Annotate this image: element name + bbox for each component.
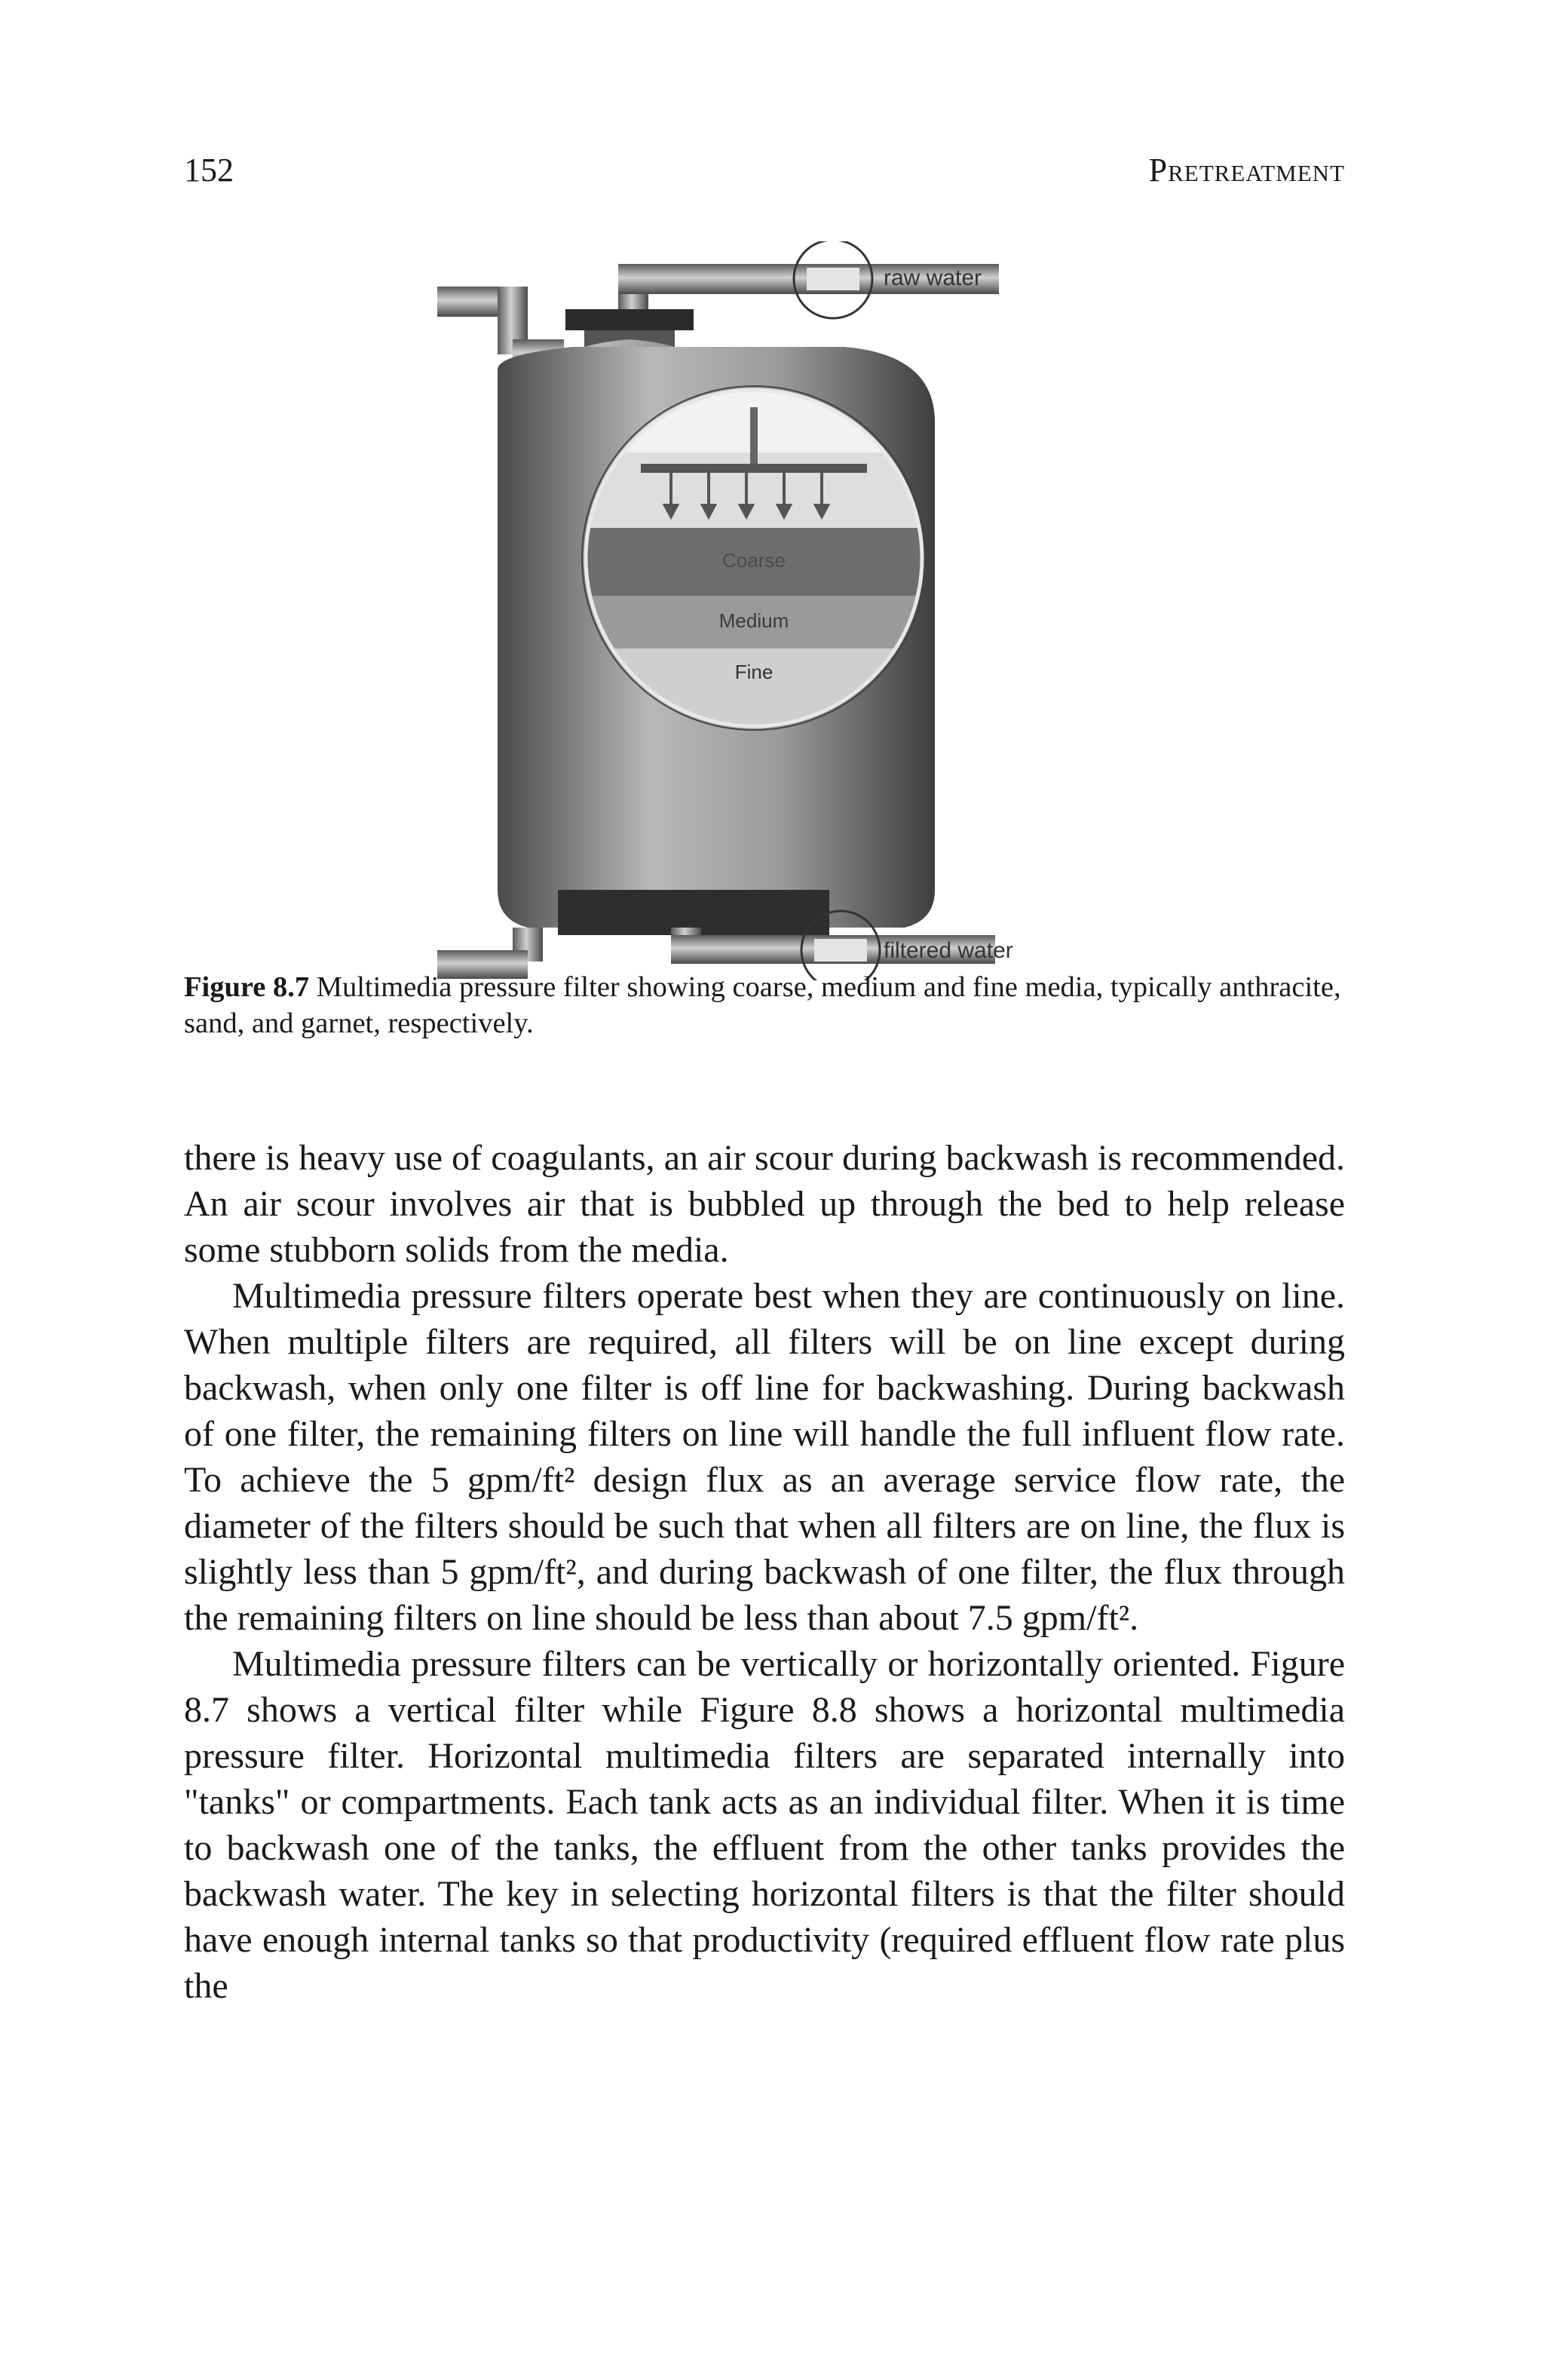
- paragraph-2: Multimedia pressure filters operate best when they are continuously on line. When multiple filters are required, all filters will be on line except during backwash, when only one filter is off line for backwashing. During backwash of one filter, the remaining filters on line will handle the full influent flow rate. To achieve the 5 gpm/ft² design flux as an average service flow rate, the diameter of the filters should be such that when all filters are on line, the flux is slightly less than 5 gpm/ft², and during backwash of one filter, the flux through the remaining filters on line should be less than about 7.5 gpm/ft².: [184, 1276, 1345, 1638]
- label-medium: Medium: [718, 609, 789, 632]
- page-header: [184, 151, 1345, 196]
- running-head: Pretreatment: [1148, 152, 1345, 189]
- body-text: [184, 1135, 1345, 2009]
- paragraph-1: there is heavy use of coagulants, an air scour during backwash is recommended. An air scour involves air that is bubbled up through the bed to help release some stubborn solids from the media.: [184, 1138, 1345, 1270]
- figure-multimedia-filter: [422, 241, 1101, 980]
- label-filtered-water: filtered water: [884, 938, 1013, 963]
- top-flange: [565, 309, 694, 330]
- label-fine: Fine: [734, 661, 774, 683]
- paragraph-3: Multimedia pressure filters can be vertically or horizontally oriented. Figure 8.7 shows a vertical filter while Figure 8.8 shows a horizontal multimedia pressure filter. Horizontal multimedia filters are separated internally into "tanks" or compartments. Each tank acts as an individual filter. When it is time to backwash one of the tanks, the effluent from the other tanks provides the backwash water. The key in selecting horizontal filters is that the filter should have enough internal tanks so that productivity (required effluent flow rate plus the: [184, 1644, 1345, 2006]
- label-coarse: Coarse: [722, 549, 786, 572]
- label-raw-water: raw water: [884, 265, 982, 290]
- caption-text: Multimedia pressure filter showing coarse, medium and fine media, typically anthracite, sand, and garnet, respectively.: [184, 971, 1341, 1039]
- figure-caption: [184, 969, 1345, 1041]
- filter-diagram: [422, 241, 1101, 980]
- caption-figure-number: Figure 8.7: [184, 971, 310, 1003]
- raw-water-pipe: [618, 241, 999, 347]
- page-number: 152: [184, 152, 234, 189]
- distributor-bar: [641, 464, 867, 473]
